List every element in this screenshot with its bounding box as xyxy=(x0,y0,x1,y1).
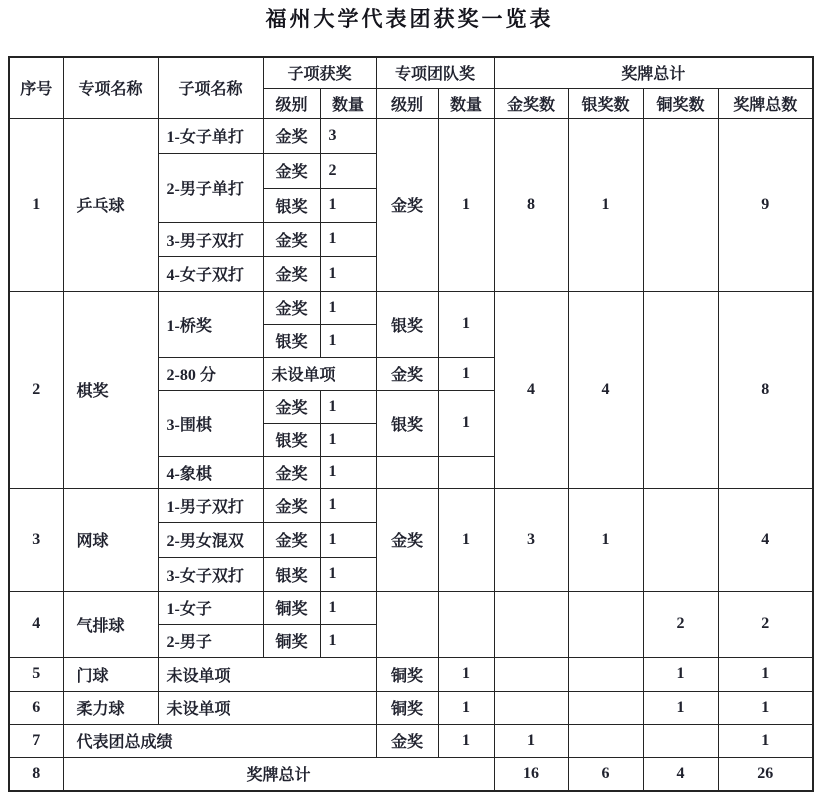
team-level-cell: 铜奖 xyxy=(376,691,438,724)
bronze-total-cell xyxy=(643,488,718,591)
silver-total-cell xyxy=(568,724,643,757)
header-silver-count: 银奖数 xyxy=(568,88,643,118)
gold-total-cell: 8 xyxy=(494,118,568,291)
award-level-cell: 金奖 xyxy=(263,153,320,188)
table-row xyxy=(9,118,813,153)
event-name-cell: 气排球 xyxy=(63,591,158,657)
team-qty-cell: 1 xyxy=(438,691,494,724)
header-bronze-count: 铜奖数 xyxy=(643,88,718,118)
medal-total-cell: 2 xyxy=(718,591,813,657)
silver-total-cell xyxy=(568,691,643,724)
silver-total-cell: 1 xyxy=(568,118,643,291)
award-qty-cell: 1 xyxy=(320,423,376,456)
award-level-cell: 铜奖 xyxy=(263,624,320,657)
team-qty-cell xyxy=(438,591,494,657)
no-individual-event-cell: 未设单项 xyxy=(263,357,376,390)
header-medal-summary: 奖牌总计 xyxy=(494,57,813,88)
team-qty-cell: 1 xyxy=(438,357,494,390)
gold-total-cell xyxy=(494,657,568,691)
medal-total-cell: 1 xyxy=(718,724,813,757)
header-medal-total: 奖牌总数 xyxy=(718,88,813,118)
header-seq: 序号 xyxy=(9,57,63,118)
award-level-cell: 金奖 xyxy=(263,390,320,423)
gold-total-cell: 1 xyxy=(494,724,568,757)
bronze-total-cell xyxy=(643,724,718,757)
seq-cell: 1 xyxy=(9,118,63,291)
team-level-cell: 铜奖 xyxy=(376,657,438,691)
award-qty-cell: 3 xyxy=(320,118,376,153)
page-title: 福州大学代表团获奖一览表 xyxy=(265,7,554,31)
header-sub-item-name: 子项名称 xyxy=(158,57,263,118)
award-level-cell: 银奖 xyxy=(263,188,320,222)
sub-item-cell: 2-80 分 xyxy=(158,357,263,390)
team-qty-cell: 1 xyxy=(438,724,494,757)
award-level-cell: 金奖 xyxy=(263,456,320,488)
silver-total-cell: 6 xyxy=(568,757,643,791)
seq-cell: 8 xyxy=(9,757,63,791)
silver-total-cell xyxy=(568,591,643,657)
award-level-cell: 银奖 xyxy=(263,423,320,456)
award-level-cell: 金奖 xyxy=(263,222,320,256)
seq-cell: 6 xyxy=(9,691,63,724)
event-name-cell: 乒乓球 xyxy=(63,118,158,291)
header-sub-item-award: 子项获奖 xyxy=(263,57,376,88)
award-level-cell: 银奖 xyxy=(263,557,320,591)
team-qty-cell: 1 xyxy=(438,390,494,456)
award-level-cell: 金奖 xyxy=(263,522,320,557)
bronze-total-cell: 2 xyxy=(643,591,718,657)
team-level-cell: 银奖 xyxy=(376,291,438,357)
team-level-cell: 金奖 xyxy=(376,357,438,390)
sub-item-cell: 4-象棋 xyxy=(158,456,263,488)
seq-cell: 5 xyxy=(9,657,63,691)
award-level-cell: 铜奖 xyxy=(263,591,320,624)
medal-total-cell: 9 xyxy=(718,118,813,291)
award-qty-cell: 1 xyxy=(320,188,376,222)
header-event-name: 专项名称 xyxy=(63,57,158,118)
award-qty-cell: 1 xyxy=(320,456,376,488)
event-name-cell: 棋奖 xyxy=(63,291,158,488)
medal-total-cell: 1 xyxy=(718,691,813,724)
award-qty-cell: 1 xyxy=(320,488,376,522)
seq-cell: 7 xyxy=(9,724,63,757)
header-qty-a: 数量 xyxy=(320,88,376,118)
gold-total-cell xyxy=(494,691,568,724)
bronze-total-cell xyxy=(643,291,718,488)
delegation-total-cell: 代表团总成绩 xyxy=(63,724,376,757)
seq-cell: 4 xyxy=(9,591,63,657)
team-qty-cell: 1 xyxy=(438,657,494,691)
event-name-cell: 门球 xyxy=(63,657,158,691)
no-individual-event-cell: 未设单项 xyxy=(158,691,376,724)
awards-table xyxy=(8,56,814,792)
sub-item-cell: 1-桥奖 xyxy=(158,291,263,357)
bronze-total-cell: 1 xyxy=(643,657,718,691)
table-row xyxy=(9,724,813,757)
sub-item-cell: 3-女子双打 xyxy=(158,557,263,591)
medal-total-cell: 8 xyxy=(718,291,813,488)
sub-item-cell: 1-男子双打 xyxy=(158,488,263,522)
event-name-cell: 柔力球 xyxy=(63,691,158,724)
team-qty-cell: 1 xyxy=(438,291,494,357)
table-row xyxy=(9,757,813,791)
team-level-cell: 金奖 xyxy=(376,118,438,291)
medal-summary-row-label: 奖牌总计 xyxy=(63,757,494,791)
silver-total-cell: 1 xyxy=(568,488,643,591)
medal-total-cell: 26 xyxy=(718,757,813,791)
bronze-total-cell: 1 xyxy=(643,691,718,724)
medal-total-cell: 4 xyxy=(718,488,813,591)
award-qty-cell: 1 xyxy=(320,390,376,423)
team-level-cell xyxy=(376,456,438,488)
silver-total-cell: 4 xyxy=(568,291,643,488)
award-qty-cell: 1 xyxy=(320,591,376,624)
award-level-cell: 金奖 xyxy=(263,291,320,324)
medal-total-cell: 1 xyxy=(718,657,813,691)
team-level-cell xyxy=(376,591,438,657)
team-level-cell: 金奖 xyxy=(376,488,438,591)
award-qty-cell: 1 xyxy=(320,557,376,591)
team-level-cell: 金奖 xyxy=(376,724,438,757)
sub-item-cell: 2-男子单打 xyxy=(158,153,263,222)
award-level-cell: 金奖 xyxy=(263,488,320,522)
header-level-b: 级别 xyxy=(376,88,438,118)
award-level-cell: 金奖 xyxy=(263,256,320,291)
award-qty-cell: 1 xyxy=(320,222,376,256)
header-row-1 xyxy=(9,57,813,88)
sub-item-cell: 2-男子 xyxy=(158,624,263,657)
table-row xyxy=(9,657,813,691)
event-name-cell: 网球 xyxy=(63,488,158,591)
table-row xyxy=(9,291,813,324)
sub-item-cell: 1-女子单打 xyxy=(158,118,263,153)
sub-item-cell: 1-女子 xyxy=(158,591,263,624)
header-qty-b: 数量 xyxy=(438,88,494,118)
award-qty-cell: 1 xyxy=(320,256,376,291)
sub-item-cell: 3-男子双打 xyxy=(158,222,263,256)
bronze-total-cell xyxy=(643,118,718,291)
table-row xyxy=(9,591,813,624)
sub-item-cell: 2-男女混双 xyxy=(158,522,263,557)
seq-cell: 3 xyxy=(9,488,63,591)
no-individual-event-cell: 未设单项 xyxy=(158,657,376,691)
award-qty-cell: 1 xyxy=(320,324,376,357)
gold-total-cell xyxy=(494,591,568,657)
silver-total-cell xyxy=(568,657,643,691)
table-row xyxy=(9,691,813,724)
award-qty-cell: 1 xyxy=(320,522,376,557)
sub-item-cell: 4-女子双打 xyxy=(158,256,263,291)
bronze-total-cell: 4 xyxy=(643,757,718,791)
team-qty-cell xyxy=(438,456,494,488)
header-gold-count: 金奖数 xyxy=(494,88,568,118)
seq-cell: 2 xyxy=(9,291,63,488)
sub-item-cell: 3-围棋 xyxy=(158,390,263,456)
table-row xyxy=(9,488,813,522)
team-qty-cell: 1 xyxy=(438,488,494,591)
gold-total-cell: 4 xyxy=(494,291,568,488)
award-qty-cell: 1 xyxy=(320,291,376,324)
award-qty-cell: 1 xyxy=(320,624,376,657)
gold-total-cell: 3 xyxy=(494,488,568,591)
award-level-cell: 金奖 xyxy=(263,118,320,153)
team-level-cell: 银奖 xyxy=(376,390,438,456)
team-qty-cell: 1 xyxy=(438,118,494,291)
header-team-award: 专项团队奖 xyxy=(376,57,494,88)
header-level-a: 级别 xyxy=(263,88,320,118)
gold-total-cell: 16 xyxy=(494,757,568,791)
award-qty-cell: 2 xyxy=(320,153,376,188)
award-level-cell: 银奖 xyxy=(263,324,320,357)
